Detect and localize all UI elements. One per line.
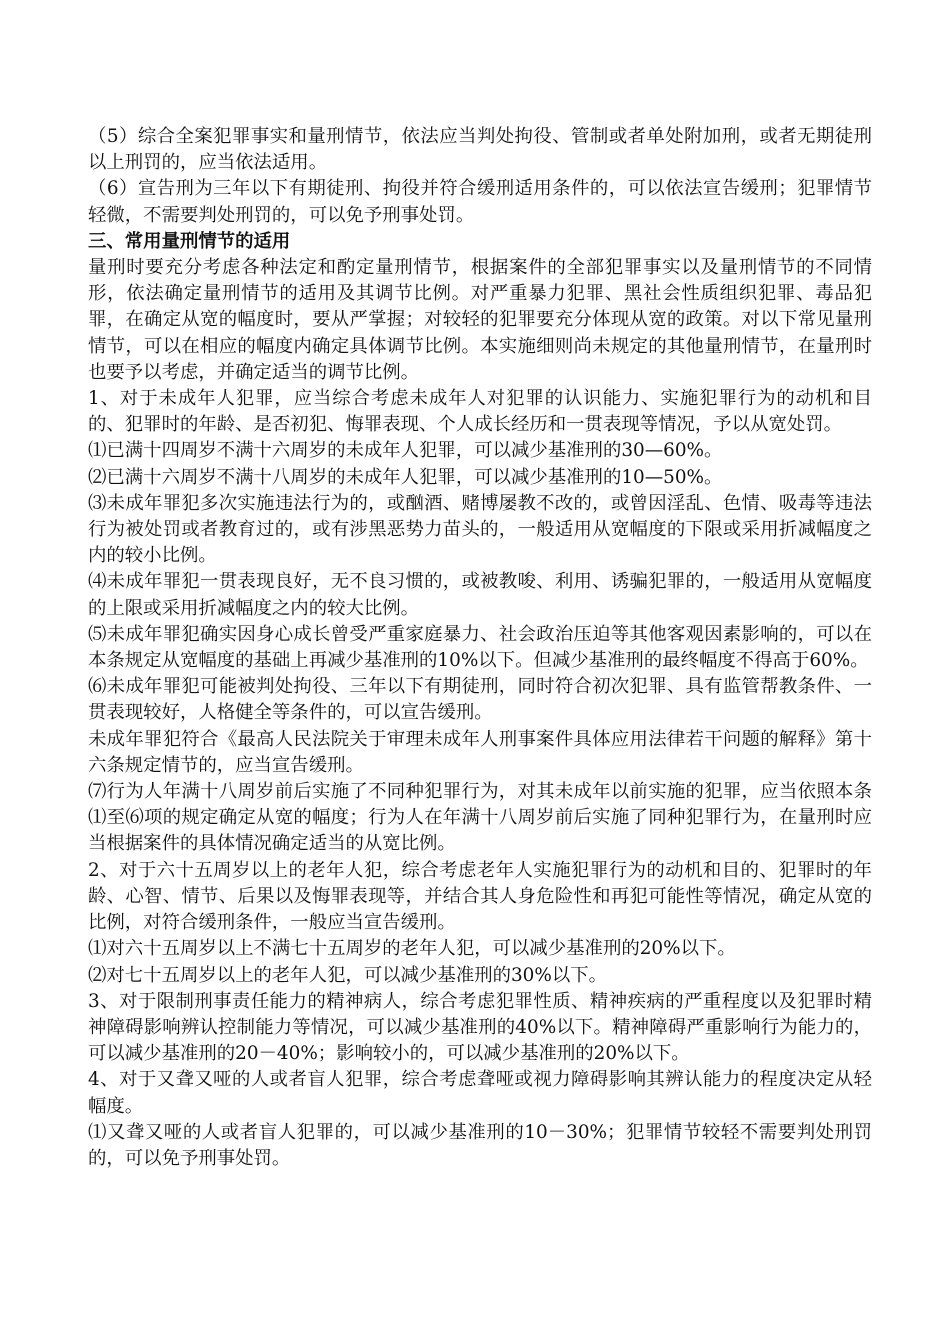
item-5: （5）综合全案犯罪事实和量刑情节，依法应当判处拘役、管制或者单处附加刑，或者无期徒刑以上刑罚的，应当依法适用。: [88, 126, 872, 174]
clause-4-sub-1: ⑴又聋又哑的人或者盲人犯罪的，可以减少基准刑的10－30%；犯罪情节较轻不需要判处刑罚的，可以免予刑事处罚。: [88, 1121, 872, 1169]
clause-2-elderly: 2、对于六十五周岁以上的老年人犯，综合考虑老年人实施犯罪行为的动机和目的、犯罪时的年龄、心智、情节、后果以及悔罪表现等，并结合其人身危险性和再犯可能性等情况，确定从宽的比例，对符合缓刑条件，一般应当宣告缓刑。: [88, 859, 872, 934]
clause-1-sub-2: ⑵已满十六周岁不满十八周岁的未成年人犯罪，可以减少基准刑的10—50%。: [88, 466, 723, 488]
item-6: （6）宣告刑为三年以下有期徒刑、拘役并符合缓刑适用条件的，可以依法宣告缓刑；犯罪情节轻微，不需要判处刑罚的，可以免予刑事处罚。: [88, 178, 872, 226]
clause-1-sub-6: ⑹未成年罪犯可能被判处拘役、三年以下有期徒刑，同时符合初次犯罪、具有监管帮教条件、一贯表现较好，人格健全等条件的，可以宣告缓刑。: [88, 676, 872, 724]
clause-1-sub-7: ⑺行为人年满十八周岁前后实施了不同种犯罪行为，对其未成年以前实施的犯罪，应当依照本条⑴至⑹项的规定确定从宽的幅度；行为人在年满十八周岁前后实施了同种犯罪行为，在量刑时应当根据案件的具体情况确定适当的从宽比例。: [88, 781, 872, 855]
section-intro: 量刑时要充分考虑各种法定和酌定量刑情节，根据案件的全部犯罪事实以及量刑情节的不同情形，依法确定量刑情节的适用及其调节比例。对严重暴力犯罪、黑社会性质组织犯罪、毒品犯罪，在确定从宽的幅度时，要从严掌握；对较轻的犯罪要充分体现从宽的政策。对以下常见量刑情节，可以在相应的幅度内确定具体调节比例。本实施细则尚未规定的其他量刑情节，在量刑时也要予以考虑，并确定适当的调节比例。: [88, 257, 872, 383]
clause-1-sub-6-note: 未成年罪犯符合《最高人民法院关于审理未成年人刑事案件具体应用法律若干问题的解释》第十六条规定情节的，应当宣告缓刑。: [88, 728, 872, 776]
clause-1-sub-3: ⑶未成年罪犯多次实施违法行为的，或酗酒、赌博屡教不改的，或曾因淫乱、色情、吸毒等违法行为被处罚或者教育过的，或有涉黑恶势力苗头的，一般适用从宽幅度的下限或采用折减幅度之内的较小比例。: [88, 492, 872, 567]
clause-1-minors: 1、对于未成年人犯罪，应当综合考虑未成年人对犯罪的认识能力、实施犯罪行为的动机和目的、犯罪时的年龄、是否初犯、悔罪表现、个人成长经历和一贯表现等情况，予以从宽处罚。: [88, 388, 872, 436]
clause-1-sub-1: ⑴已满十四周岁不满十六周岁的未成年人犯罪，可以减少基准刑的30—60%。: [88, 440, 723, 462]
section-heading: 三、常用量刑情节的适用: [88, 230, 291, 252]
clause-1-sub-4: ⑷未成年罪犯一贯表现良好，无不良习惯的，或被教唆、利用、诱骗犯罪的，一般适用从宽幅度的上限或采用折减幅度之内的较大比例。: [88, 571, 872, 619]
clause-3-mental: 3、对于限制刑事责任能力的精神病人，综合考虑犯罪性质、精神疾病的严重程度以及犯罪时精神障碍影响辨认控制能力等情况，可以减少基准刑的40%以下。精神障碍严重影响行为能力的，可以减少基准刑的20－40%；影响较小的，可以减少基准刑的20%以下。: [88, 990, 872, 1065]
clause-1-sub-5: ⑸未成年罪犯确实因身心成长曾受严重家庭暴力、社会政治压迫等其他客观因素影响的，可以在本条规定从宽幅度的基础上再减少基准刑的10%以下。但减少基准刑的最终幅度不得高于60%。: [88, 623, 872, 672]
clause-2-sub-1: ⑴对六十五周岁以上不满七十五周岁的老年人犯，可以减少基准刑的20%以下。: [88, 938, 736, 960]
clause-2-sub-2: ⑵对七十五周岁以上的老年人犯，可以减少基准刑的30%以下。: [88, 964, 608, 986]
clause-4-deaf-blind: 4、对于又聋又哑的人或者盲人犯罪，综合考虑聋哑或视力障碍影响其辨认能力的程度决定从轻幅度。: [88, 1069, 872, 1117]
